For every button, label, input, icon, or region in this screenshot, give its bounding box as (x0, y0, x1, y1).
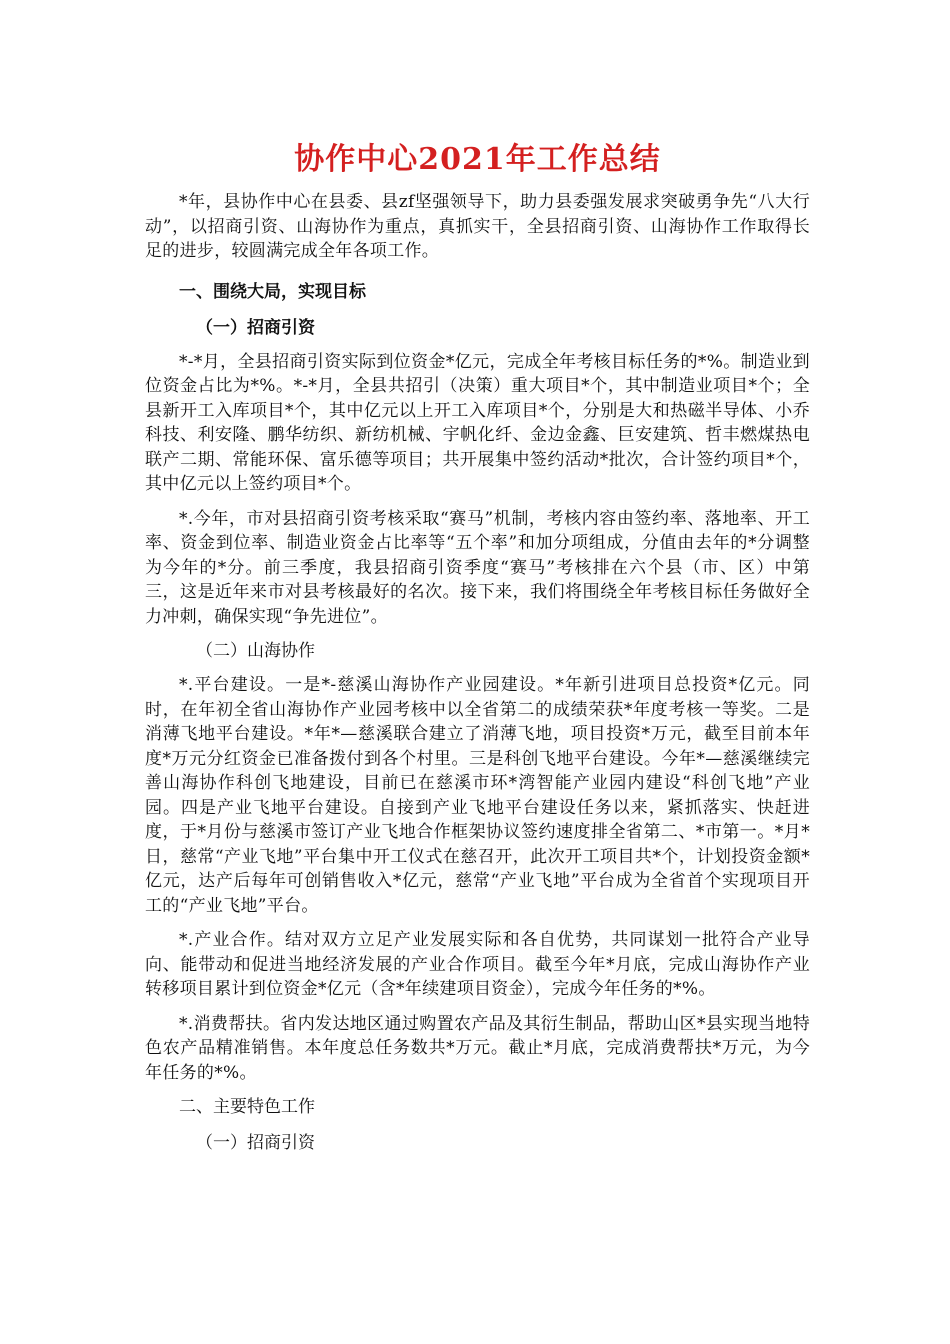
section-1-sub-1-paragraph-1: *-*月，全县招商引资实际到位资金*亿元，完成全年考核目标任务的*%。制造业到位资金占比为*%。*-*月，全县共招引（决策）重大项目*个，其中制造业项目*个；全县新开工入库项目*个，其中亿元以上开工入库项目*个，分别是大和热磁半导体、小乔科技、利安隆、鹏华纺织、新纺机械、宇帆化纤、金边金鑫、巨安建筑、哲丰燃煤热电联产二期、常能环保、富乐德等项目；共开展集中签约活动*批次，合计签约项目*个，其中亿元以上签约项目*个。 (145, 351, 810, 494)
section-1-sub-2-paragraph-2: *.产业合作。结对双方立足产业发展实际和各自优势，共同谋划一批符合产业导向、能带动和促进当地经济发展的产业合作项目。截至今年*月底，完成山海协作产业转移项目累计到位资金*亿元（含*年续建项目资金），完成今年任务的*%。 (145, 930, 810, 999)
section-1-heading: 一、围绕大局，实现目标 (179, 281, 366, 302)
section-1-sub-1-heading: （一）招商引资 (196, 317, 315, 338)
section-1-sub-2-paragraph-1: *.平台建设。一是*-慈溪山海协作产业园建设。*年新引进项目总投资*亿元。同时，在年初全省山海协作产业园考核中以全省第二的成绩荣获*年度考核一等奖。二是消薄飞地平台建设。*年*—慈溪联合建立了消薄飞地，项目投资*万元，截至目前本年度*万元分红资金已准备拨付到各个村里。三是科创飞地平台建设。今年*—慈溪继续完善山海协作科创飞地建设，目前已在慈溪市环*湾智能产业园内建设“科创飞地”产业园。四是产业飞地平台建设。自接到产业飞地平台建设任务以来，紧抓落实、快赶进度，于*月份与慈溪市签订产业飞地合作框架协议签约速度排全省第二、*市第一。*月*日，慈常“产业飞地”平台集中开工仪式在慈召开，此次开工项目共*个，计划投资金额*亿元，达产后每年可创销售收入*亿元，慈常“产业飞地”平台成为全省首个实现项目开工的“产业飞地”平台。 (145, 675, 810, 916)
section-2-sub-1-heading: （一）招商引资 (196, 1133, 315, 1153)
intro-paragraph: *年，县协作中心在县委、县zf坚强领导下，助力县委强发展求突破勇争先“八大行动”，以招商引资、山海协作为重点，真抓实干，全县招商引资、山海协作工作取得长足的进步，较圆满完成全年各项工作。 (145, 192, 810, 261)
document-title: 协作中心2021年工作总结 (294, 142, 661, 177)
section-1-sub-1-paragraph-2: *.今年，市对县招商引资考核采取“赛马”机制，考核内容由签约率、落地率、开工率、资金到位率、制造业资金占比率等“五个率”和加分项组成，分值由去年的*分调整为今年的*分。前三季度，我县招商引资季度“赛马”考核排在六个县（市、区）中第三，这是近年来市对县考核最好的名次。接下来，我们将围绕全年考核目标任务做好全力冲刺，确保实现“争先进位”。 (145, 508, 810, 627)
section-2-heading: 二、主要特色工作 (179, 1097, 315, 1117)
section-1-sub-2-heading: （二）山海协作 (196, 641, 315, 661)
section-1-sub-2-paragraph-3: *.消费帮扶。省内发达地区通过购置农产品及其衍生制品，帮助山区*县实现当地特色农产品精准销售。本年度总任务数共*万元。截止*月底，完成消费帮扶*万元，为今年任务的*%。 (145, 1013, 810, 1083)
document-page (145, 138, 810, 1165)
